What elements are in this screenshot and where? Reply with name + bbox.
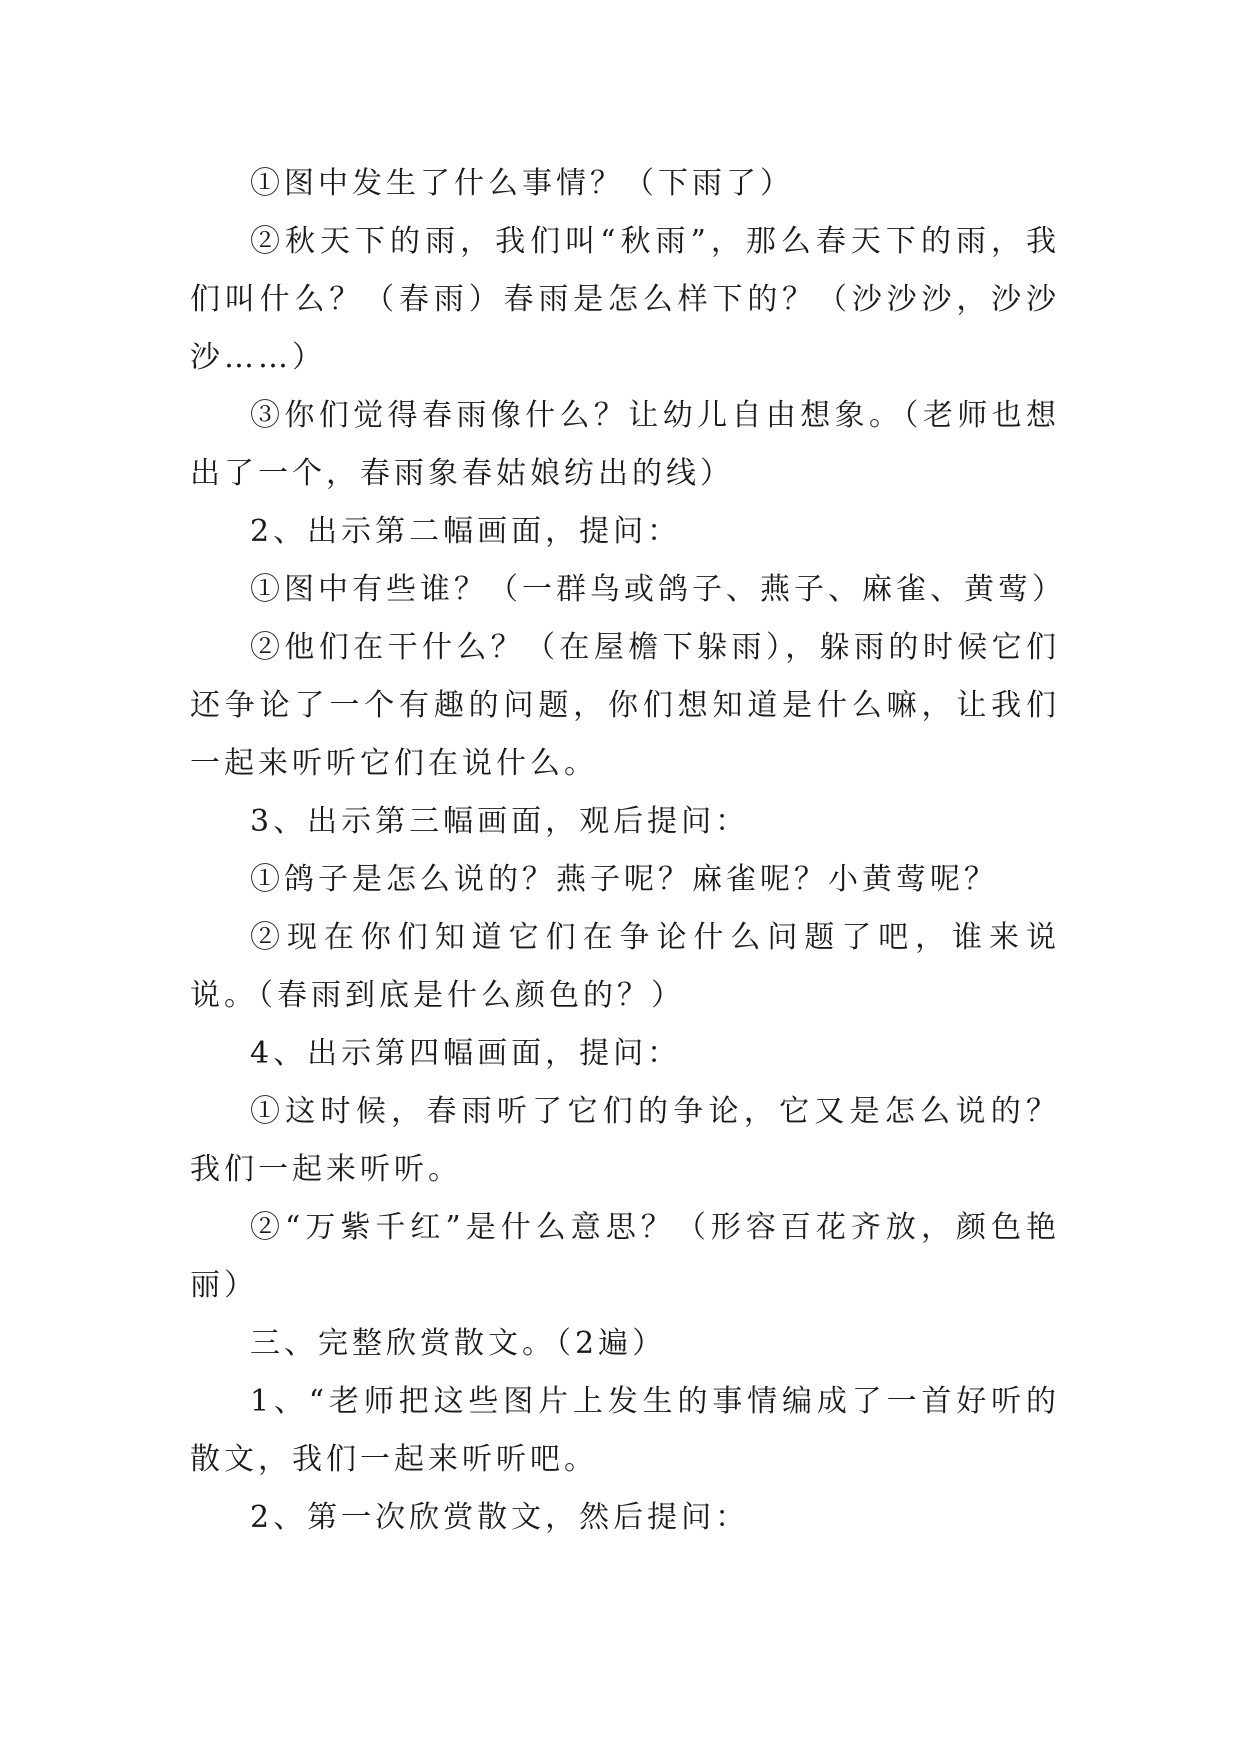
paragraph: ②现在你们知道它们在争论什么问题了吧，谁来说说。（春雨到底是什么颜色的？） [190, 920, 1060, 1013]
section-heading: 三、完整欣赏散文。（2遍） [250, 1326, 667, 1361]
paragraph: ①图中有些谁？（一群鸟或鸽子、燕子、麻雀、黄莺） [250, 572, 1066, 607]
paragraph: 1、“老师把这些图片上发生的事情编成了一首好听的散文，我们一起来听听吧。 [190, 1384, 1060, 1477]
document-body [190, 155, 1066, 1547]
paragraph: ③你们觉得春雨像什么？让幼儿自由想象。（老师也想出了一个，春雨象春姑娘纺出的线） [190, 398, 1060, 491]
paragraph: 3、出示第三幅画面，观后提问： [250, 804, 750, 839]
paragraph: 4、出示第四幅画面，提问： [250, 1036, 682, 1071]
paragraph: 2、第一次欣赏散文，然后提问： [250, 1500, 750, 1535]
paragraph: ①这时候，春雨听了它们的争论，它又是怎么说的？我们一起来听听。 [190, 1094, 1060, 1187]
paragraph: ②秋天下的雨，我们叫“秋雨”，那么春天下的雨，我们叫什么？（春雨）春雨是怎么样下的？（沙沙沙，沙沙沙……） [190, 224, 1060, 375]
paragraph: ①图中发生了什么事情？（下雨了） [250, 166, 794, 201]
paragraph: 2、出示第二幅画面，提问： [250, 514, 682, 549]
paragraph: ②他们在干什么？（在屋檐下躲雨），躲雨的时候它们还争论了一个有趣的问题，你们想知道是什么嘛，让我们一起来听听它们在说什么。 [190, 630, 1060, 781]
paragraph: ①鸽子是怎么说的？燕子呢？麻雀呢？小黄莺呢？ [250, 862, 998, 897]
paragraph: ②“万紫千红”是什么意思？（形容百花齐放，颜色艳丽） [190, 1210, 1060, 1303]
